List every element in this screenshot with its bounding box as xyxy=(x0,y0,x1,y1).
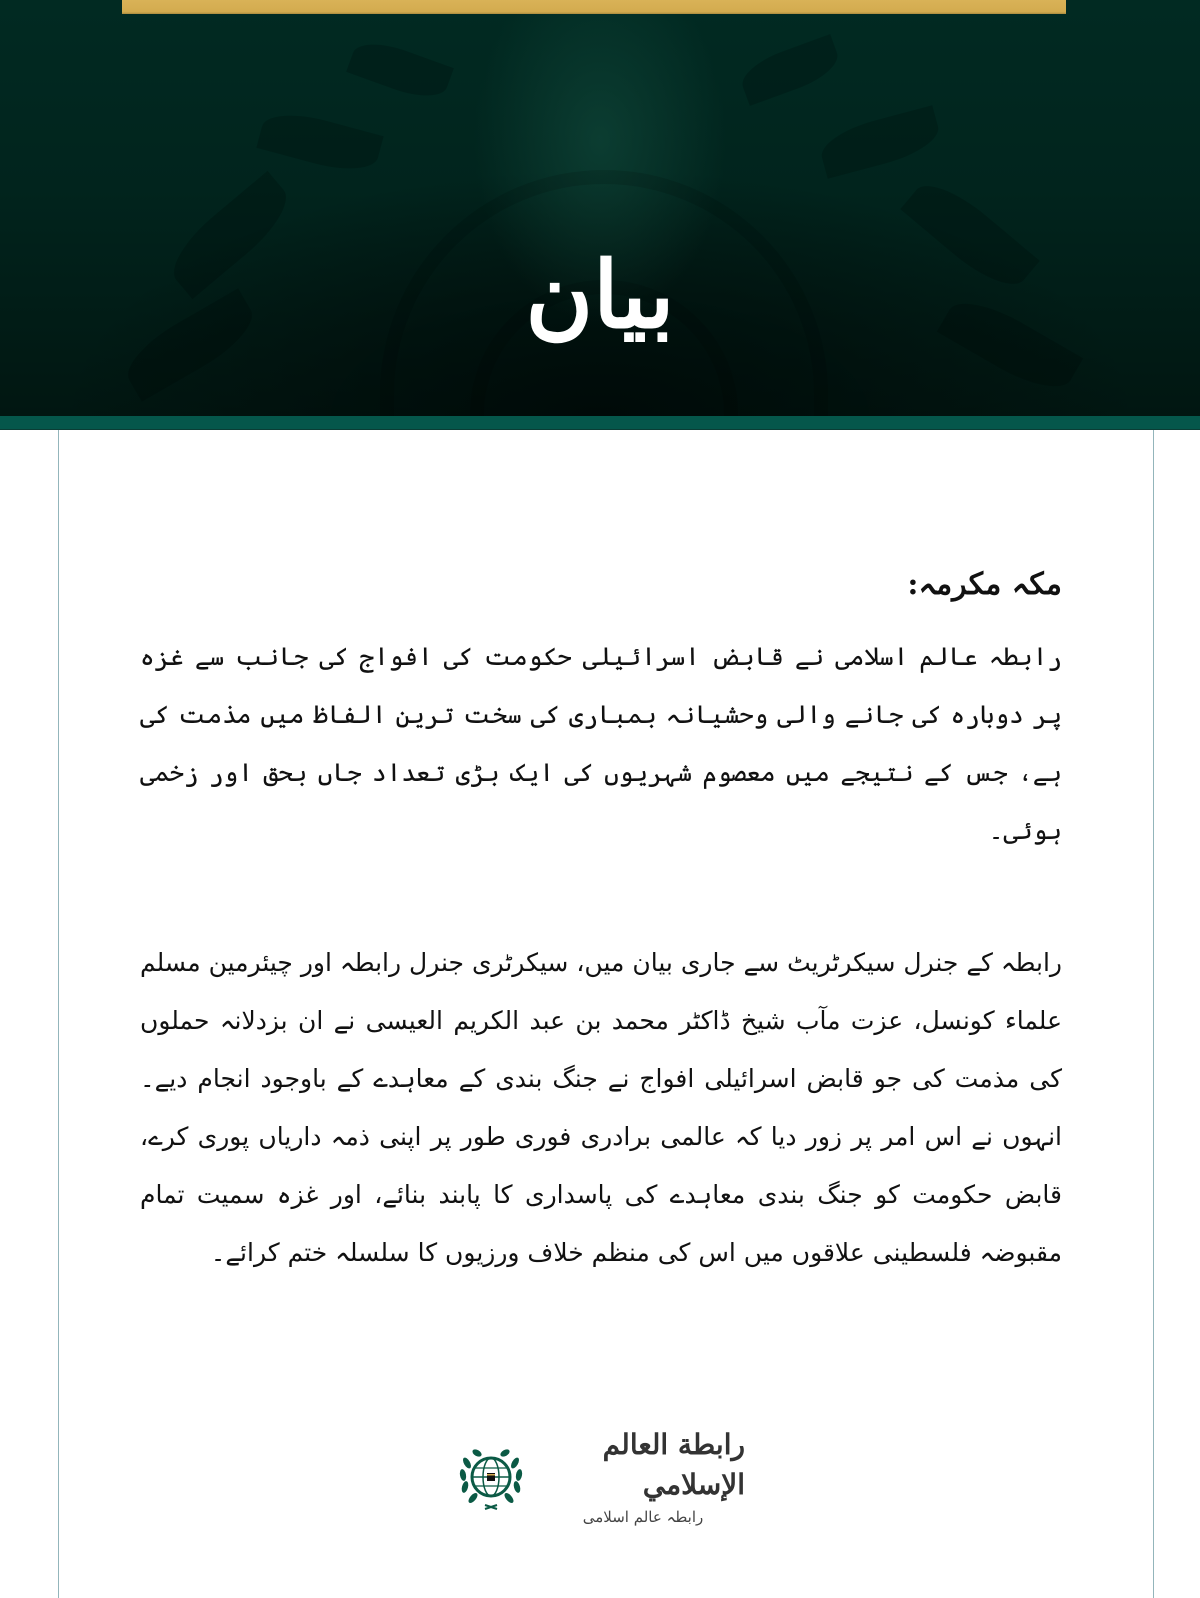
statement-paragraph-2: رابطہ کے جنرل سیکرٹریٹ سے جاری بیان میں، سیکرٹری جنرل رابطہ اور چیئرمین مسلم علماء کونسل، عزت مآب شیخ ڈاکٹر محمد بن عبد الکریم العیسی نے ان بزدلانہ حملوں کی مذمت کی جو قابض اسرائیلی افواج نے جنگ بندی کے معاہدے کے باوجود انجام دیے۔ انہوں نے اس امر پر زور دیا کہ عالمی برادری فوری طور پر اپنی ذمہ داریاں پوری کرے، قابض حکومت کو جنگ بندی معاہدے کی پاسداری کا پابند بنائے، اور غزہ سمیت تمام مقبوضہ فلسطینی علاقوں میں اس کی منظم خلاف ورزیوں کا سلسلہ ختم کرائے۔ xyxy=(140,948,1062,1267)
olive-leaf-decoration xyxy=(736,34,844,106)
globe-wreath-icon xyxy=(455,1441,527,1513)
mwl-logo xyxy=(455,1428,745,1526)
statement-header-banner xyxy=(0,0,1200,418)
teal-divider-stripe xyxy=(0,416,1200,430)
logo-text xyxy=(541,1425,745,1529)
logo-arabic-name: رابطة العالم الإسلامي xyxy=(602,1428,745,1501)
olive-leaf-decoration xyxy=(256,105,383,179)
left-page-border xyxy=(58,430,59,1598)
page-title: بیان xyxy=(525,241,675,349)
statement-body xyxy=(140,560,1062,1356)
gold-accent-bar xyxy=(122,0,1066,14)
dateline: مکہ مکرمہ: xyxy=(907,567,1062,602)
logo-urdu-name: رابطہ عالم اسلامی xyxy=(582,1508,704,1526)
right-page-border xyxy=(1153,430,1154,1598)
olive-leaf-decoration xyxy=(346,34,454,106)
olive-leaf-decoration xyxy=(816,105,943,179)
statement-paragraph-1: رابطہ عالم اسلامی نے قابض اسرائیلی حکومت کی افواج کی جانب سے غزہ پر دوبارہ کی جانے والی وحشیانہ بمباری کی سخت ترین الفاظ میں مذمت کی ہے، جس کے نتیجے میں معصوم شہریوں کی ایک بڑی تعداد جاں بحق اور زخمی ہوئی۔ xyxy=(140,642,1062,845)
